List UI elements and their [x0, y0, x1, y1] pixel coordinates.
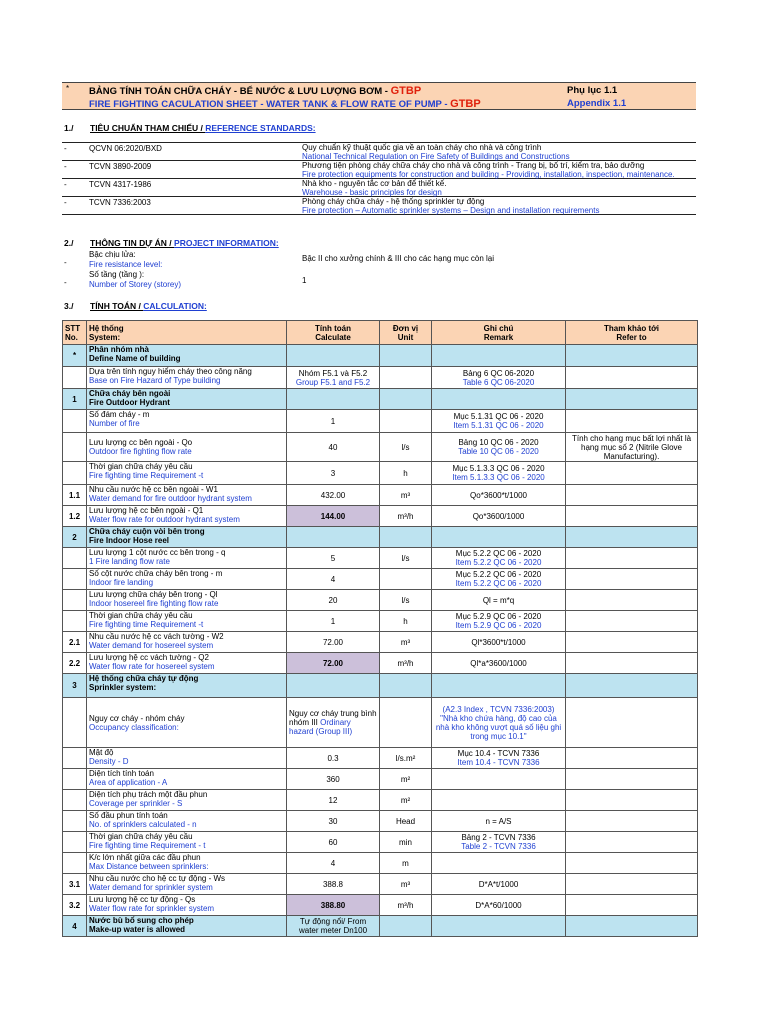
fire-resistance-label-vn: Bậc chịu lửa:	[89, 250, 136, 259]
table-row	[63, 769, 698, 790]
remark	[432, 367, 566, 389]
remark-en: Item 5.2.2 QC 06 - 2020	[455, 579, 542, 588]
remark-vn: Mục 5.2.2 QC 06 - 2020	[455, 549, 542, 558]
table-row	[63, 790, 698, 811]
item-label-vn: Số đám cháy - m	[89, 410, 150, 419]
remark-en: Item 5.2.9 QC 06 - 2020	[455, 621, 542, 630]
section-2-title-en: PROJECT INFORMATION:	[174, 238, 279, 248]
item-label	[87, 790, 287, 811]
item-label-vn: Nhu cầu nước hệ cc bên ngoài - W1	[89, 485, 218, 494]
item-label-en: Fire fighting time Requirement -t	[89, 620, 204, 629]
section-3-title-vn: TÍNH TOÁN /	[90, 301, 144, 311]
calc-value: Tự động nổi/ From water meter Dn100	[287, 916, 380, 937]
unit: m	[380, 853, 432, 874]
group-title-en: Sprinkler system:	[89, 683, 157, 692]
item-label-en: Coverage per sprinkler - S	[89, 799, 183, 808]
item-label-en: No. of sprinklers calculated - n	[89, 820, 197, 829]
item-label-en: Density - D	[89, 757, 129, 766]
item-label	[87, 611, 287, 632]
appendix-vn: Phụ lục 1.1	[567, 85, 618, 96]
standard-code: TCVN 7336:2003	[89, 198, 151, 207]
item-label-en: Water flow rate for sprinkler system	[89, 904, 215, 913]
calc-value-highlight: 388.80	[287, 895, 380, 916]
item-label	[87, 462, 287, 485]
dash: -	[64, 198, 67, 207]
remark	[432, 462, 566, 485]
item-label	[87, 485, 287, 506]
col-remark	[432, 321, 566, 345]
col-unit	[380, 321, 432, 345]
item-label-vn: Diện tích tính toán	[89, 769, 154, 778]
item-label-vn: Lưu lượng chữa cháy bên trong - Ql	[89, 590, 218, 599]
calc-value: 388.8	[287, 874, 380, 895]
calc-value	[287, 698, 380, 748]
section-2-title-vn: THÔNG TIN DỰ ÁN /	[90, 238, 175, 248]
unit: l/s	[380, 433, 432, 462]
remark: Ql*3600*t/1000	[432, 632, 566, 653]
row-num: 3.1	[63, 874, 87, 895]
col-refer	[566, 321, 698, 345]
item-label-en: Base on Fire Hazard of Type building	[89, 376, 221, 385]
row-num: 3.2	[63, 895, 87, 916]
appendix-en: Appendix 1.1	[567, 98, 627, 109]
item-label-vn: Lưu lượng cc bên ngoài - Qo	[89, 438, 193, 447]
item-label-vn: Nguy cơ cháy - nhóm cháy	[89, 713, 185, 723]
project-info	[62, 250, 702, 290]
table-row	[63, 632, 698, 653]
section-2-title	[90, 238, 279, 248]
table-row	[63, 410, 698, 433]
table-row	[63, 548, 698, 569]
remark: Ql*a*3600/1000	[432, 653, 566, 674]
calc-value: 12	[287, 790, 380, 811]
row-num: 2	[63, 527, 87, 548]
standard-name-en: Fire protection equipments for construction and building - Providing, installation, inspection, maintenance.	[302, 170, 675, 179]
row-num: 1.1	[63, 485, 87, 506]
table-row	[63, 433, 698, 462]
calc-value: 1	[287, 410, 380, 433]
title-vn	[89, 85, 421, 97]
item-label-en: Water demand for sprinkler system	[89, 883, 213, 892]
item-label	[87, 632, 287, 653]
item-label-vn: Dựa trên tính nguy hiểm cháy theo công năng	[89, 367, 252, 376]
remark-label-vn: Ghi chú	[483, 323, 514, 333]
group-title-vn: Chữa cháy bên ngoài	[89, 389, 171, 398]
table-row	[63, 367, 698, 389]
remark-vn: Mục 5.1.31 QC 06 - 2020	[453, 412, 544, 421]
remark-vn: Bảng 2 - TCVN 7336	[461, 833, 536, 842]
row-num: 4	[63, 916, 87, 937]
item-label-en: Water flow rate for hosereel system	[89, 662, 215, 671]
remark: Ql = m*q	[432, 590, 566, 611]
group-title-en: Fire Outdoor Hydrant	[89, 398, 170, 407]
calc-value: 0.3	[287, 748, 380, 769]
calc-value: 4	[287, 569, 380, 590]
remark-en: Item 10.4 - TCVN 7336	[457, 758, 540, 767]
group-title	[87, 345, 287, 367]
unit: m³/h	[380, 506, 432, 527]
remark: D*A*t/1000	[432, 874, 566, 895]
standard-code: TCVN 4317-1986	[89, 180, 152, 189]
calc-value: 360	[287, 769, 380, 790]
unit: l/s	[380, 590, 432, 611]
section-1-title	[90, 123, 316, 133]
row-num: 3	[63, 674, 87, 698]
remark-label-en: Remark	[483, 332, 514, 342]
group-title	[87, 674, 287, 698]
table-row	[63, 485, 698, 506]
group-title-vn: Nước bù bổ sung cho phép	[89, 916, 194, 925]
standard-code: QCVN 06:2020/BXD	[89, 144, 162, 153]
standard-name-en: Warehouse - basic principles for design	[302, 188, 442, 197]
item-label	[87, 367, 287, 389]
group-title-vn: Phân nhóm nhà	[89, 345, 149, 354]
unit: m³/h	[380, 653, 432, 674]
item-label-vn: Thời gian chữa cháy yêu cầu	[89, 462, 193, 471]
unit-label-vn: Đơn vị	[392, 323, 419, 333]
calc-value: 40	[287, 433, 380, 462]
gtbp-label-en: GTBP	[450, 98, 481, 110]
group-title-en: Make-up water is allowed	[89, 925, 186, 934]
table-row	[63, 462, 698, 485]
table-row	[63, 506, 698, 527]
calculation-table	[62, 320, 698, 937]
remark: (A2.3 Index , TCVN 7336:2003) "Nhà kho chứa hàng, độ cao của nhà kho không vượt quá số liệu ghi trong mục 10.1"	[432, 698, 566, 748]
storey-label-en: Number of Storey (storey)	[89, 280, 182, 289]
item-label	[87, 410, 287, 433]
item-label-en: Indoor hosereel fire fighting flow rate	[89, 599, 219, 608]
unit: Head	[380, 811, 432, 832]
item-label	[87, 653, 287, 674]
calc-value-en: Group F5.1 and F5.2	[295, 377, 371, 387]
group-title	[87, 916, 287, 937]
item-label	[87, 433, 287, 462]
title-vn-text: BẢNG TÍNH TOÁN CHỮA CHÁY - BỂ NƯỚC & LƯU LƯỢNG BƠM -	[89, 86, 391, 97]
section-1-heading	[64, 123, 464, 134]
remark	[432, 548, 566, 569]
remark	[432, 433, 566, 462]
group-row	[63, 345, 698, 367]
item-label-en: Fire fighting time Requirement - t	[89, 841, 206, 850]
remark-vn: Mục 5.2.2 QC 06 - 2020	[455, 570, 542, 579]
remark: D*A*60/1000	[432, 895, 566, 916]
standard-code: TCVN 3890-2009	[89, 162, 152, 171]
item-label-en: Water flow rate for outdoor hydrant system	[89, 515, 240, 524]
standard-row	[62, 143, 696, 161]
item-label	[87, 506, 287, 527]
title-en-text: FIRE FIGHTING CACULATION SHEET - WATER TANK & FLOW RATE OF PUMP -	[89, 99, 451, 110]
group-row	[63, 527, 698, 548]
remark-en: Table 6 QC 06-2020	[462, 377, 535, 387]
unit-label-en: Unit	[397, 332, 414, 342]
item-label-vn: Thời gian chữa cháy yêu cầu	[89, 611, 193, 620]
system-label-en: System:	[89, 332, 121, 342]
table-row	[63, 811, 698, 832]
dash: -	[64, 258, 67, 267]
row-num: 2.2	[63, 653, 87, 674]
calc-value: 4	[287, 853, 380, 874]
remark-vn: Mục 10.4 - TCVN 7336	[457, 749, 540, 758]
row-num: 1	[63, 389, 87, 410]
fire-resistance-value: Bậc II cho xưởng chính & III cho các hạng mục còn lại	[302, 254, 495, 263]
calc-value	[287, 367, 380, 389]
item-label-en: Area of application - A	[89, 778, 168, 787]
item-label-vn: Lưu lượng hệ cc vách tường - Q2	[89, 653, 209, 662]
standard-row	[62, 161, 696, 179]
group-row	[63, 674, 698, 698]
item-label-en: 1 Fire landing flow rate	[89, 557, 170, 566]
header-star: *	[66, 84, 70, 93]
storey-label-vn: Số tầng (tầng ):	[89, 270, 145, 279]
unit: m³	[380, 485, 432, 506]
item-label	[87, 874, 287, 895]
calc-value: 3	[287, 462, 380, 485]
unit: l/s	[380, 548, 432, 569]
col-system	[87, 321, 287, 345]
group-title-en: Define Name of building	[89, 354, 181, 363]
calc-value: 1	[287, 611, 380, 632]
item-label-en: Max Distance between sprinklers:	[89, 862, 209, 871]
refer-label-vn: Tham khảo tới	[603, 323, 660, 333]
remark: n = A/S	[432, 811, 566, 832]
table-row	[63, 698, 698, 748]
row-num: 1.2	[63, 506, 87, 527]
item-label-vn: Lưu lượng 1 cột nước cc bên trong - q	[89, 548, 226, 557]
standard-name-vn: Phương tiện phòng cháy chữa cháy cho nhà và công trình - Trang bị, bố trí, kiểm tra, bảo dưỡng	[302, 161, 645, 170]
item-label-vn: Số cột nước chữa cháy bên trong - m	[89, 569, 223, 578]
item-label	[87, 832, 287, 853]
table-row	[63, 895, 698, 916]
calc-value: 72.00	[287, 632, 380, 653]
row-num: *	[63, 345, 87, 367]
table-row	[63, 853, 698, 874]
section-2-num: 2./	[64, 238, 74, 248]
group-title	[87, 527, 287, 548]
section-3-heading	[64, 301, 464, 312]
table-row	[63, 874, 698, 895]
item-label-vn: K/c lớn nhất giữa các đầu phun	[89, 853, 201, 862]
refer-label-en: Refer to	[616, 332, 647, 342]
dash: -	[64, 162, 67, 171]
standard-name-en: National Technical Regulation on Fire Safety of Buildings and Constructions	[302, 152, 570, 161]
sheet-header	[62, 82, 696, 110]
item-label-vn: Số đầu phun tính toán	[89, 811, 168, 820]
item-label-en: Fire fighting time Requirement -t	[89, 471, 204, 480]
remark: Qo*3600*t/1000	[432, 485, 566, 506]
section-2-heading	[64, 238, 464, 249]
remark	[432, 748, 566, 769]
item-label-en: Water demand for fire outdoor hydrant system	[89, 494, 252, 503]
remark	[432, 410, 566, 433]
unit: min	[380, 832, 432, 853]
remark-en: Table 10 QC 06 - 2020	[458, 447, 539, 456]
section-1-num: 1./	[64, 123, 74, 133]
table-row	[63, 653, 698, 674]
calc-value: 5	[287, 548, 380, 569]
item-label	[87, 853, 287, 874]
standards-table	[62, 142, 696, 215]
remark	[432, 569, 566, 590]
item-label-en: Indoor fire landing	[89, 578, 154, 587]
gtbp-label: GTBP	[390, 85, 422, 97]
calc-value-vn: Nhóm F5.1 và F5.2	[298, 368, 368, 378]
col-stt	[63, 321, 87, 345]
item-label-vn: Mật độ	[89, 748, 114, 757]
remark-en: Item 5.2.2 QC 06 - 2020	[455, 558, 542, 567]
calc-value-vn: Nguy cơ cháy trung bình nhóm III	[289, 709, 377, 727]
table-header-row	[63, 321, 698, 345]
calc-value: 432.00	[287, 485, 380, 506]
standard-row	[62, 179, 696, 197]
item-label-vn: Diện tích phụ trách một đầu phun	[89, 790, 208, 799]
group-title-vn: Hệ thống chữa cháy tự động	[89, 674, 199, 683]
item-label-en: Water demand for hosereel system	[89, 641, 214, 650]
remark-vn: Mục 5.1.3.3 QC 06 - 2020	[452, 464, 545, 473]
row-num: 2.1	[63, 632, 87, 653]
section-1-title-en: REFERENCE STANDARDS:	[205, 123, 316, 133]
unit: h	[380, 462, 432, 485]
storey-value: 1	[302, 276, 307, 285]
unit: m²	[380, 790, 432, 811]
standard-name-vn: Quy chuẩn kỹ thuật quốc gia về an toàn cháy cho nhà và công trình	[302, 143, 542, 152]
refer-note: Tính cho hạng mục bất lợi nhất là hạng mục số 2 (Nitrile Glove Manufacturing).	[566, 433, 698, 462]
calc-value: 30	[287, 811, 380, 832]
group-row	[63, 389, 698, 410]
item-label-vn: Lưu lượng hệ cc bên ngoài - Q1	[89, 506, 204, 515]
fire-resistance-label-en: Fire resistance level:	[89, 260, 163, 269]
no-label: No.	[65, 332, 78, 342]
item-label-vn: Lưu lượng hệ cc tự động - Qs	[89, 895, 196, 904]
calculate-label-vn: Tính toán	[315, 323, 351, 333]
item-label-vn: Nhu cầu nước cho hệ cc tự động - Ws	[89, 874, 226, 883]
standard-name-en: Fire protection – Automatic sprinkler systems – Design and installation requirements	[302, 206, 600, 215]
group-title-vn: Chữa cháy cuộn vòi bên trong	[89, 527, 205, 536]
standard-row	[62, 197, 696, 215]
unit: h	[380, 611, 432, 632]
remark-vn: Bảng 6 QC 06-2020	[462, 368, 535, 378]
item-label-vn: Thời gian chữa cháy yêu cầu	[89, 832, 193, 841]
calc-value: 60	[287, 832, 380, 853]
section-3-title	[90, 301, 207, 311]
table-row	[63, 590, 698, 611]
item-label-vn: Nhu cầu nước hệ cc vách tường - W2	[89, 632, 224, 641]
remark-vn: Mục 5.2.9 QC 06 - 2020	[455, 612, 542, 621]
calculate-label-en: Calculate	[315, 332, 351, 342]
remark-en: Item 5.1.3.3 QC 06 - 2020	[452, 473, 545, 482]
remark	[432, 611, 566, 632]
item-label	[87, 548, 287, 569]
remark-vn: Bảng 10 QC 06 - 2020	[458, 438, 539, 447]
dash: -	[64, 180, 67, 189]
system-label-vn: Hệ thống	[89, 323, 124, 333]
col-calculate	[287, 321, 380, 345]
unit: m³/h	[380, 895, 432, 916]
stt-label: STT	[65, 323, 81, 333]
standard-name-vn: Phòng cháy chữa cháy - hệ thống sprinkler tự động	[302, 197, 485, 206]
group-title-en: Fire Indoor Hose reel	[89, 536, 170, 545]
remark-en: Item 5.1.31 QC 06 - 2020	[453, 421, 544, 430]
item-label	[87, 569, 287, 590]
item-label	[87, 769, 287, 790]
calc-value-highlight: 72.00	[287, 653, 380, 674]
remark: Qo*3600/1000	[432, 506, 566, 527]
remark	[432, 832, 566, 853]
item-label-en: Outdoor fire fighting flow rate	[89, 447, 192, 456]
table-row	[63, 748, 698, 769]
item-label	[87, 811, 287, 832]
item-label	[87, 895, 287, 916]
item-label	[87, 590, 287, 611]
unit: m²	[380, 769, 432, 790]
table-row	[63, 569, 698, 590]
calc-value-highlight: 144.00	[287, 506, 380, 527]
item-label-en: Number of fire	[89, 419, 140, 428]
item-label	[87, 698, 287, 748]
title-en	[89, 98, 481, 110]
dash: -	[64, 278, 67, 287]
section-3-num: 3./	[64, 301, 74, 311]
table-row	[63, 832, 698, 853]
unit: m³	[380, 632, 432, 653]
section-3-title-en: CALCULATION:	[143, 301, 207, 311]
unit: l/s.m²	[380, 748, 432, 769]
unit: m³	[380, 874, 432, 895]
dash: -	[64, 144, 67, 153]
standard-name-vn: Nhà kho - nguyên tắc cơ bản để thiết kế.	[302, 179, 447, 188]
calc-value: 20	[287, 590, 380, 611]
section-1-title-vn: TIÊU CHUẨN THAM CHIẾU /	[90, 123, 206, 133]
remark-en: Table 2 - TCVN 7336	[461, 842, 536, 851]
item-label	[87, 748, 287, 769]
group-row	[63, 916, 698, 937]
item-label-en: Occupancy classification:	[89, 722, 179, 732]
calc-value-en: Ordinary hazard (Group III)	[289, 718, 353, 736]
group-title	[87, 389, 287, 410]
table-row	[63, 611, 698, 632]
